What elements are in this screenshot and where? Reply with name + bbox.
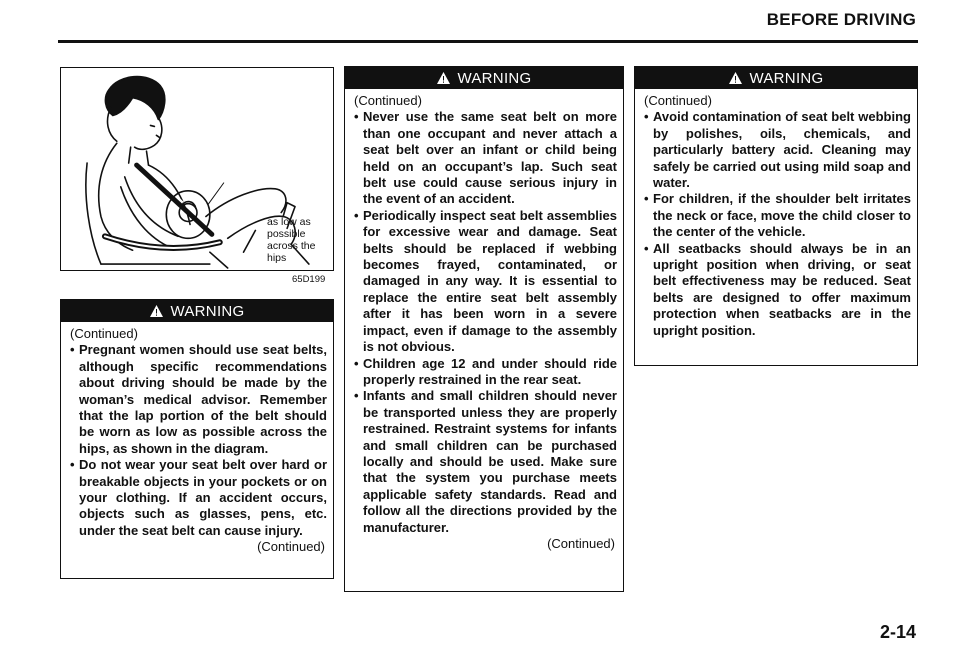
warning-header	[635, 67, 917, 89]
warning-list	[644, 109, 911, 339]
figure-caption-line-1: as low as possible	[267, 216, 311, 240]
continued-label: (Continued)	[644, 93, 712, 108]
warning-list	[354, 109, 617, 536]
warning-triangle-icon	[436, 71, 451, 85]
figure-code: 65D199	[292, 274, 326, 285]
warning-list	[70, 342, 327, 539]
page-number: 2-14	[879, 622, 916, 642]
warning-title: WARNING	[457, 69, 532, 87]
continued-label: (Continued)	[70, 326, 138, 341]
continued-label: (Continued)	[257, 539, 325, 555]
warning-header	[61, 300, 333, 322]
warning-title: WARNING	[170, 302, 245, 320]
continued-label: (Continued)	[547, 535, 615, 551]
header-rule	[58, 40, 918, 43]
seat-belt-illustration	[60, 67, 334, 271]
section-title: BEFORE DRIVING	[766, 10, 916, 29]
figure-caption	[267, 216, 333, 264]
warning-item: • Do not wear your seat belt over hard or breakable objects in your pockets or on your clothing. If an accident occurs, objects such as glasses, pens, etc. under the seat belt can cause injury.	[70, 457, 327, 539]
continued-label: (Continued)	[354, 93, 422, 108]
warning-item: • All seatbacks should always be in an upright position when driving, or seat belt effectiveness may be reduced. Seat belts are designed to offer maximum protection when seatbacks are in the upright position.	[644, 241, 911, 339]
warning-item: • Children age 12 and under should ride properly restrained in the rear seat.	[354, 356, 617, 389]
warning-item: • For children, if the shoulder belt irritates the neck or face, move the child closer to the center of the vehicle.	[644, 191, 911, 240]
figure-caption-line-2: across the hips	[267, 240, 316, 264]
warning-box-2	[344, 66, 624, 592]
warning-box-3	[634, 66, 918, 366]
warning-item: • Pregnant women should use seat belts, although specific recommendations about driving should be made by the woman’s medical advisor. Remember that the lap portion of the belt should be worn as low as possible across the hips, as shown in the diagram.	[70, 342, 327, 457]
warning-header	[345, 67, 623, 89]
warning-triangle-icon	[149, 304, 164, 318]
warning-triangle-icon	[728, 71, 743, 85]
warning-item: • Periodically inspect seat belt assemblies for excessive wear and damage. Seat belts should be replaced if webbing becomes frayed, contaminated, or damaged in any way. It is essential to replace the entire seat belt assembly after it has been worn in a severe impact, even if damage to the assembly is not obvious.	[354, 208, 617, 356]
warning-item: • Never use the same seat belt on more than one occupant and never attach a seat belt over an infant or child being held on an occupant’s lap. Such seat belt use could cause serious injury in the event of an accident.	[354, 109, 617, 207]
warning-title: WARNING	[749, 69, 824, 87]
warning-item: • Avoid contamination of seat belt webbing by polishes, oils, chemicals, and particularly battery acid. Cleaning may safely be carried out using mild soap and water.	[644, 109, 911, 191]
warning-item: • Infants and small children should never be transported unless they are properly restrained. Restraint systems for infants and small children can be purchased locally and should be used. Make sure that the system you purchase meets applicable safety standards. Read and follow all the directions provided by the manufacturer.	[354, 388, 617, 536]
warning-box-1	[60, 299, 334, 579]
